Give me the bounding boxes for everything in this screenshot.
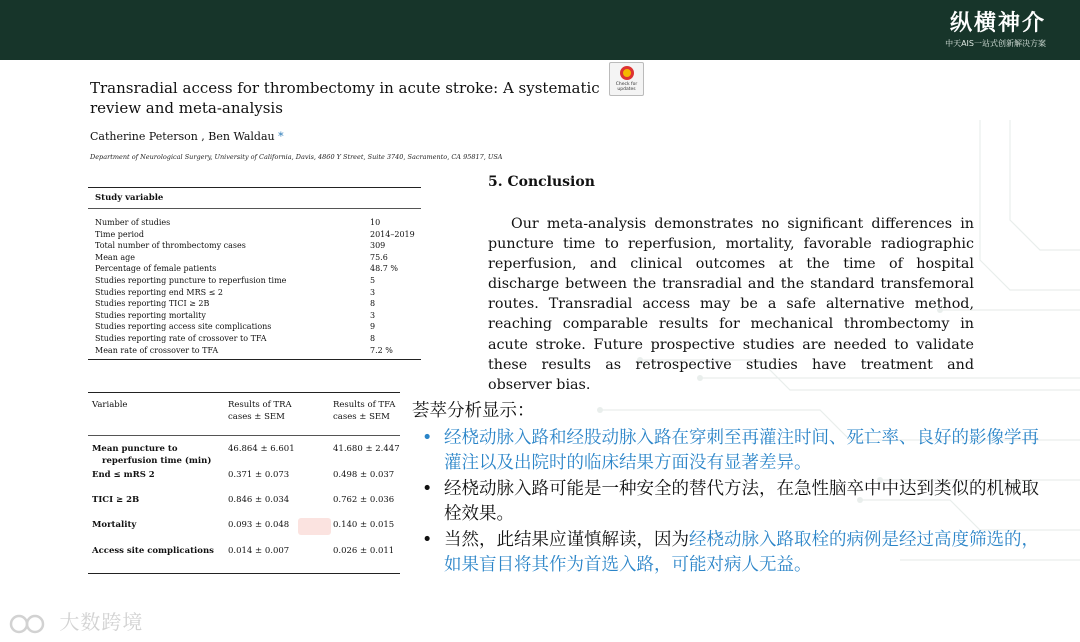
row-tra-value: 0.846 ± 0.034 xyxy=(228,495,290,505)
row-variable-line1: End ≤ mRS 2 xyxy=(92,470,155,480)
row-value: 8 xyxy=(370,299,376,309)
row-tra-value: 0.371 ± 0.073 xyxy=(228,470,290,480)
table-row xyxy=(88,298,421,310)
header-tfa-line1: Results of TFA xyxy=(333,400,396,410)
row-value: 3 xyxy=(370,287,376,297)
row-variable-line1: Mean puncture to xyxy=(92,444,178,454)
conclusion-text: Our meta-analysis demonstrates no significant differences in puncture time to reperfusion, mortality, favorable radiographic reperfusion, and clinical outcomes at the time of hospital discharge between the transradial and the standard transfemoral routes. Transradial access may be a safe alternative method, reaching comparable results for mechanical thrombectomy in acute stroke. Future prospective studies are needed to validate these results as retrospective studies have treatment and observer bias. xyxy=(488,216,974,393)
conclusion-heading: 5. Conclusion xyxy=(488,174,595,190)
row-label: Studies reporting TICI ≥ 2B xyxy=(95,299,210,309)
check-for-updates-badge[interactable] xyxy=(609,62,644,96)
analysis-bullet-1 xyxy=(412,426,1052,475)
analysis-bullet-2 xyxy=(412,477,1052,526)
results-table xyxy=(88,392,400,574)
row-label: Studies reporting rate of crossover to TFA xyxy=(95,333,267,343)
row-label: Studies reporting access site complications xyxy=(95,322,272,332)
row-variable-line1: Mortality xyxy=(92,520,137,530)
row-value: 48.7 % xyxy=(370,264,398,274)
author-names: Catherine Peterson , Ben Waldau xyxy=(90,130,275,143)
row-variable-line1: TICI ≥ 2B xyxy=(92,495,140,505)
brand-tagline: 中天AIS一站式创新解决方案 xyxy=(945,39,1046,48)
bullet-1-text: 经桡动脉入路和经股动脉入路在穿刺至再灌注时间、死亡率、良好的影像学再灌注以及出院时的临床结果方面没有显著差异。 xyxy=(444,428,1039,473)
header-tra xyxy=(228,399,292,423)
table-row xyxy=(88,275,421,287)
row-variable xyxy=(92,443,211,467)
row-value: 8 xyxy=(370,333,376,343)
row-value: 2014–2019 xyxy=(370,229,415,239)
row-tra-value: 0.014 ± 0.007 xyxy=(228,546,290,556)
row-tfa-value: 0.026 ± 0.011 xyxy=(333,546,395,556)
header-tra-line2: cases ± SEM xyxy=(228,412,285,422)
row-variable xyxy=(92,494,139,506)
row-label: Total number of thrombectomy cases xyxy=(95,241,246,251)
row-label: Studies reporting mortality xyxy=(95,310,206,320)
header-tfa-line2: cases ± SEM xyxy=(333,412,390,422)
paper-title: Transradial access for thrombectomy in acute stroke: A systematic review and meta-analysis xyxy=(90,79,600,117)
analysis-bullet-3 xyxy=(412,528,1052,577)
row-value: 9 xyxy=(370,322,376,332)
table-row xyxy=(88,263,421,275)
header-tfa xyxy=(333,399,395,423)
header-variable: Variable xyxy=(92,400,128,410)
row-label: Studies reporting puncture to reperfusion time xyxy=(95,275,287,285)
table-row xyxy=(88,229,421,241)
table-row xyxy=(88,333,421,345)
row-variable xyxy=(92,519,136,531)
affiliation: Department of Neurological Surgery, University of California, Davis, 4860 Y Street, Suite 3740, Sacramento, CA 95817, USA xyxy=(90,153,503,161)
bullet-icon: • xyxy=(422,479,433,499)
row-tfa-value: 0.762 ± 0.036 xyxy=(333,495,395,505)
brand xyxy=(945,12,1046,50)
brand-name: 纵横神介 xyxy=(949,11,1046,36)
watermark-logo-icon xyxy=(8,613,48,635)
row-variable xyxy=(92,545,214,557)
table-row xyxy=(88,321,421,333)
study-variable-table xyxy=(88,187,421,360)
row-label: Mean age xyxy=(95,252,136,262)
table2-header xyxy=(88,393,400,436)
table-row xyxy=(88,345,421,357)
row-tfa-value: 41.680 ± 2.447 xyxy=(333,444,400,454)
row-value: 10 xyxy=(370,218,381,227)
check-updates-icon xyxy=(620,66,634,80)
row-value: 5 xyxy=(370,275,376,285)
corresponding-author-mark[interactable]: * xyxy=(278,130,284,143)
header-tra-line1: Results of TRA xyxy=(228,400,292,410)
bullet-icon: • xyxy=(422,428,433,448)
row-label: Percentage of female patients xyxy=(95,264,217,274)
table-row xyxy=(88,310,421,322)
analysis-summary xyxy=(412,398,1052,577)
row-label: Studies reporting end MRS ≤ 2 xyxy=(95,287,223,297)
row-tfa-value: 0.140 ± 0.015 xyxy=(333,520,395,530)
row-tfa-value: 0.498 ± 0.037 xyxy=(333,470,395,480)
row-value: 3 xyxy=(370,310,376,320)
table-row xyxy=(88,252,421,264)
row-value: 309 xyxy=(370,241,386,251)
row-variable-line1: Access site complications xyxy=(92,546,214,556)
row-value: 75.6 xyxy=(370,252,388,262)
row-variable-line2: reperfusion time (min) xyxy=(102,456,212,466)
bullet-2-text: 经桡动脉入路可能是一种安全的替代方法，在急性脑卒中中达到类似的机械取栓效果。 xyxy=(444,479,1039,524)
row-value: 7.2 % xyxy=(370,345,393,355)
header-bar xyxy=(0,0,1080,60)
authors xyxy=(90,130,284,143)
watermark xyxy=(8,606,143,635)
table1-body xyxy=(88,209,421,359)
table1-header: Study variable xyxy=(88,188,421,209)
bullet-3-text: 当然，此结果应谨慎解读，因为 xyxy=(444,530,689,550)
row-tra-value: 0.093 ± 0.048 xyxy=(228,520,290,530)
bullet-3-highlight: 经桡动脉入路取栓的病例是经过高度筛选的，如果盲目将其作为首选入路，可能对病人无益。 xyxy=(444,530,1039,575)
row-variable xyxy=(92,469,155,481)
row-label: Time period xyxy=(95,229,144,239)
bullet-icon: • xyxy=(422,530,433,550)
table-row xyxy=(88,217,421,229)
table-row xyxy=(88,287,421,299)
row-tra-value: 46.864 ± 6.601 xyxy=(228,444,295,454)
analysis-title: 荟萃分析显示： xyxy=(412,401,535,421)
check-updates-label: Check for updates xyxy=(615,82,638,92)
row-label: Mean rate of crossover to TFA xyxy=(95,345,219,355)
row-label: Number of studies xyxy=(95,218,171,227)
watermark-text: 大数跨境 xyxy=(59,610,144,634)
table-row xyxy=(88,240,421,252)
